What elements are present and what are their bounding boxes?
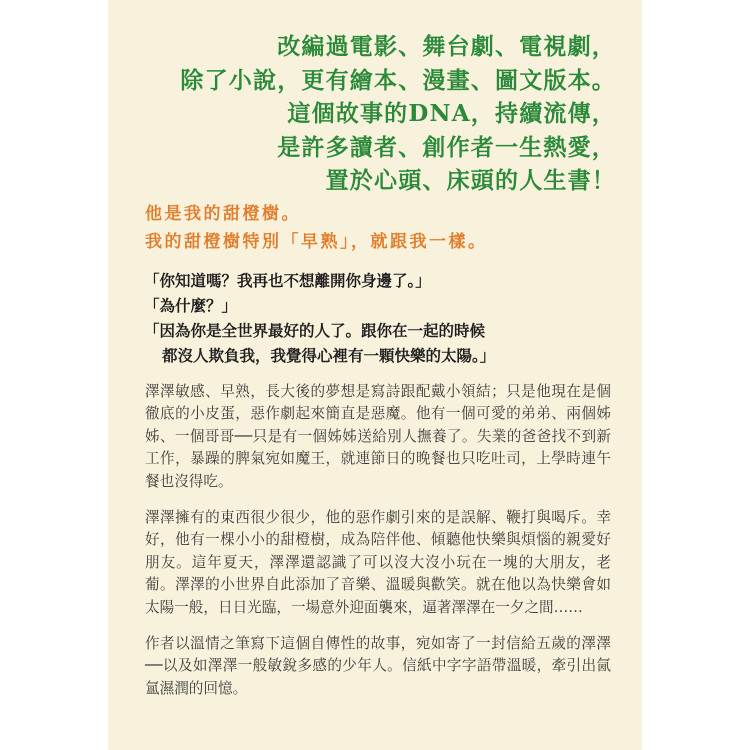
- headline-line: 除了小說，更有繪本、漫畫、圖文版本。: [180, 66, 616, 94]
- tagline-line: 他是我的甜橙樹。: [145, 204, 301, 224]
- quote-line: 「為什麼？」: [144, 296, 238, 315]
- headline-line: 改編過電影、舞台劇、電視劇，: [277, 33, 616, 60]
- headline-line: 這個故事的DNA，持續流傳，: [287, 100, 616, 127]
- tagline-line: 我的甜橙樹特別「早熟」，就跟我一樣。: [145, 232, 488, 252]
- quote-line: 「你知道嗎？我再也不想離開你身邊了。」: [144, 271, 431, 290]
- headline-line: 是許多讀者、創作者一生熱愛，: [277, 133, 616, 161]
- headline-line: 置於心頭、床頭的人生書！: [325, 167, 616, 194]
- dialogue-quotes: [144, 268, 495, 368]
- headline: [108, 30, 616, 198]
- tagline: [145, 200, 488, 256]
- quote-line: 都沒人欺負我，我覺得心裡有一顆快樂的太陽。」: [162, 346, 496, 365]
- quote-line: 「因為你是全世界最好的人了。跟你在一起的時候: [144, 321, 486, 340]
- synopsis: [145, 381, 611, 714]
- synopsis-paragraph: 澤澤擁有的東西很少很少，他的惡作劇引來的是誤解、鞭打與喝斥。幸好，他有一棵小小的甜橙樹，成為陪伴他、傾聽他快樂與煩惱的親愛好朋友。這年夏天，澤澤還認識了可以沒大沒小玩在一塊的大朋友，老葡。澤澤的小世界自此添加了音樂、溫暖與歡笑。就在他以為快樂會如太陽一般，日日光臨，一場意外迎面襲來，逼著澤澤在一夕之間……: [145, 509, 611, 616]
- synopsis-paragraph: 澤澤敏感、早熟，長大後的夢想是寫詩跟配戴小領結；只是他現在是個徹底的小皮蛋，惡作劇起來簡直是惡魔。他有一個可愛的弟弟、兩個姊姊、一個哥哥──只是有一個姊姊送給別人撫養了。失業的爸爸找不到新工作，暴躁的脾氣宛如魔王，就連節日的晚餐也只吃吐司，上學時連午餐也沒得吃。: [145, 383, 611, 490]
- book-page: [108, 0, 642, 750]
- synopsis-paragraph: 作者以溫情之筆寫下這個自傳性的故事，宛如寄了一封信給五歲的澤澤──以及如澤澤一般敏銳多感的少年人。信紙中字字語帶溫暖，牽引出氤氳濕潤的回憶。: [145, 635, 611, 697]
